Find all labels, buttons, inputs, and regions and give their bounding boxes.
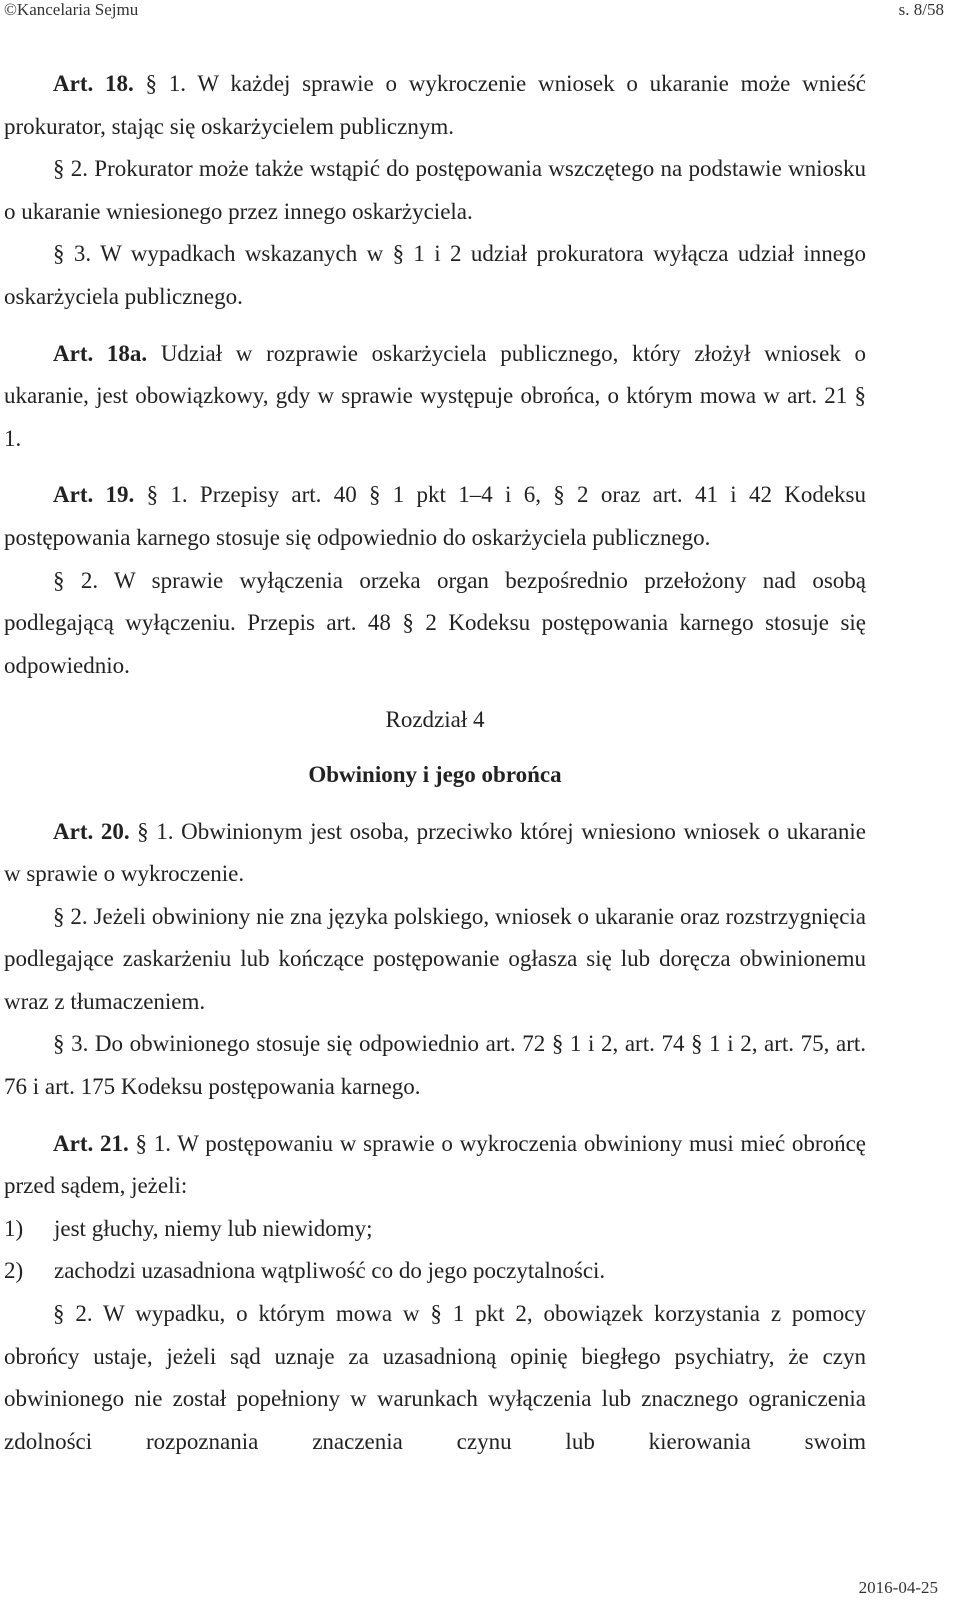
art-18a-para-1 <box>4 333 866 461</box>
chapter-title: Rozdział 4 <box>385 707 485 733</box>
art-20-text-1: § 1. Obwinionym jest osoba, przeciwko której wniesiono wniosek o ukaranie w sprawie o wykroczenie. <box>4 818 866 887</box>
footer-date: 2016-04-25 <box>858 1578 938 1597</box>
art-19-para-1 <box>4 474 866 559</box>
art-18-para-1 <box>4 63 866 148</box>
list-item-text: zachodzi uzasadniona wątpliwość co do jego poczytalności. <box>54 1258 606 1284</box>
art-18-text-1: § 1. W każdej sprawie o wykroczenie wniosek o ukaranie może wnieść prokurator, stając się oskarżycielem publicznym. <box>4 71 867 139</box>
chapter-name: Obwiniony i jego obrońca <box>308 761 562 787</box>
art-18-number: Art. 18. <box>53 71 134 96</box>
list-item-number: 1) <box>4 1215 24 1241</box>
list-item <box>4 1250 866 1293</box>
art-19-para-2: § 2. W sprawie wyłączenia orzeka organ bezpośrednio przełożony nad osobą podlegającą wyłączeniu. Przepis art. 48 § 2 Kodeksu postępowania karnego stosuje się odpowiednio. <box>4 567 866 678</box>
list-item-number: 2) <box>4 1258 24 1284</box>
list-item <box>4 1208 866 1251</box>
header-source: ©Kancelaria Sejmu <box>4 0 139 19</box>
art-21-para-2: § 2. W wypadku, o którym mowa w § 1 pkt 2, obowiązek korzystania z pomocy obrońcy ustaje, jeżeli sąd uznaje za uzasadnioną opinię biegłego psychiatry, że czyn obwinionego nie został popełniony w warunkach wyłączenia lub znacznego ograniczenia zdolności rozpoznania znaczenia czynu lub kierowania swoim <box>4 1301 866 1454</box>
list-item-text: jest głuchy, niemy lub niewidomy; <box>54 1215 373 1241</box>
art-20-para-3: § 3. Do obwinionego stosuje się odpowiednio art. 72 § 1 i 2, art. 74 § 1 i 2, art. 75, art. 76 i art. 175 Kodeksu postępowania karnego. <box>4 1031 866 1100</box>
art-18a-number: Art. 18a. <box>53 340 148 366</box>
document-body <box>4 63 866 1463</box>
art-20-number: Art. 20. <box>53 818 130 844</box>
art-18-para-3: § 3. W wypadkach wskazanych w § 1 i 2 udział prokuratora wyłącza udział innego oskarżyciela publicznego. <box>4 241 866 309</box>
header-page-number: s. 8/58 <box>898 0 944 19</box>
art-20-para-2: § 2. Jeżeli obwiniony nie zna języka polskiego, wniosek o ukaranie oraz rozstrzygnięcia podlegające zaskarżeniu lub kończące postępowanie ogłasza się lub doręcza obwinionemu wraz z tłumaczeniem. <box>4 903 866 1014</box>
art-19-number: Art. 19. <box>53 482 135 508</box>
art-20-para-1 <box>4 811 866 896</box>
art-18a-text-1: Udział w rozprawie oskarżyciela publicznego, który złożył wniosek o ukaranie, jest obowiązkowy, gdy w sprawie występuje obrońca, o którym mowa w art. 21 § 1. <box>4 340 867 451</box>
art-21-text-1: § 1. W postępowaniu w sprawie o wykroczenia obwiniony musi mieć obrońcę przed sądem, jeżeli: <box>4 1130 866 1199</box>
art-18-para-2: § 2. Prokurator może także wstąpić do postępowania wszczętego na podstawie wniosku o ukaranie wniesionego przez innego oskarżyciela. <box>4 156 866 224</box>
art-19-text-1: § 1. Przepisy art. 40 § 1 pkt 1–4 i 6, § 2 oraz art. 41 i 42 Kodeksu postępowania karnego stosuje się odpowiednio do oskarżyciela publicznego. <box>4 482 866 550</box>
art-21-para-1 <box>4 1123 866 1208</box>
art-21-number: Art. 21. <box>53 1130 129 1156</box>
